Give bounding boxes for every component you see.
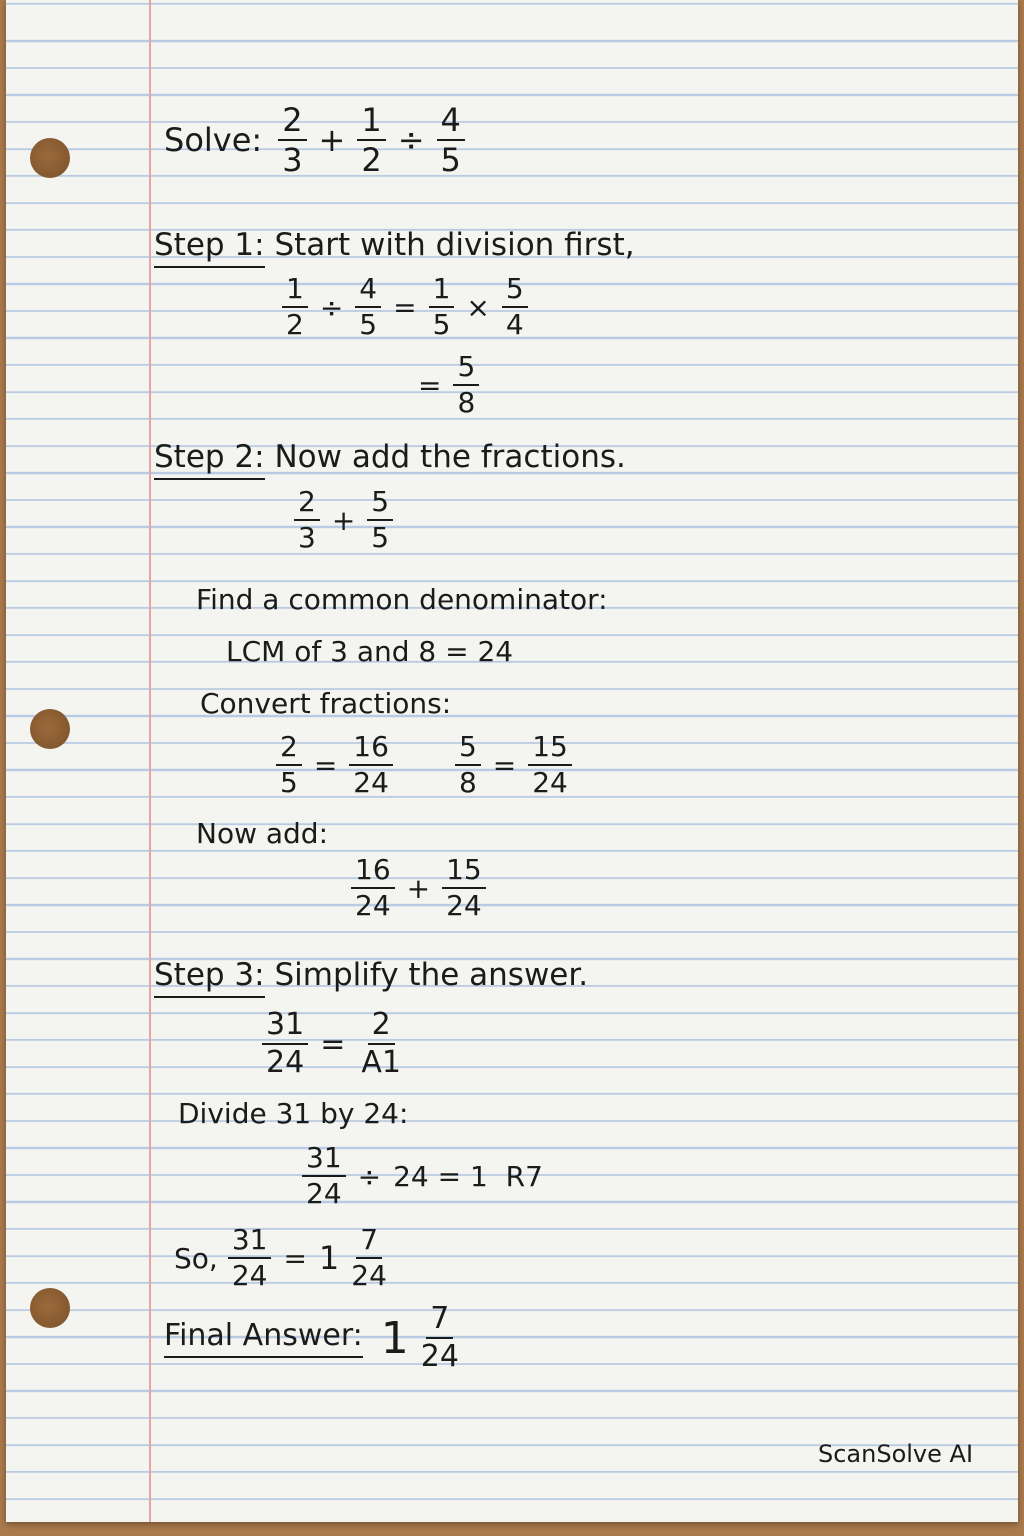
step3-heading: Step 3: <box>154 957 265 998</box>
fraction: $\frac{15}{24}$ <box>528 733 572 797</box>
convert-line: $\frac{2}{5}$ = $\frac{16}{24}$ $\frac{5}{8}$ = $\frac{15}{24}$ <box>276 733 572 797</box>
final-answer-label: Final Answer: <box>164 1318 363 1358</box>
fraction: $\frac{5}{8}$ <box>455 733 481 797</box>
fraction: $\frac{1}{5}$ <box>429 275 455 339</box>
divide-label: Divide 31 by 24: <box>178 1097 409 1130</box>
final-answer-whole: 1 <box>380 1312 409 1364</box>
fraction: $\frac{4}{5}$ <box>437 104 465 176</box>
fraction: $\frac{31}{24}$ <box>262 1010 308 1078</box>
fraction: $\frac{2}{A1}$ <box>361 1007 401 1080</box>
fraction: $\frac{4}{5}$ <box>355 275 381 339</box>
notebook-paper <box>6 0 1018 1522</box>
fraction: $\frac{1}{2}$ <box>357 104 385 176</box>
problem-line: Solve: $\frac{2}{3}$ + $\frac{1}{2}$ ÷ $\frac{4}{5}$ <box>164 104 465 176</box>
so-line: So, $\frac{31}{24}$ = 1 $\frac{7}{24}$ <box>174 1226 391 1290</box>
division-line: $\frac{31}{24}$ ÷ 24 = 1 R7 <box>302 1144 543 1208</box>
punch-hole-top <box>30 138 70 178</box>
margin-line <box>149 0 151 1522</box>
step2-heading: Step 2: <box>154 439 265 480</box>
final-answer-line <box>164 1301 463 1374</box>
step1-heading: Step 1: <box>154 227 265 268</box>
step2-line <box>154 439 626 475</box>
now-add-label: Now add: <box>196 817 329 850</box>
step1-text: Start with division first, <box>274 227 635 263</box>
fraction: $\frac{5}{8}$ <box>453 353 479 417</box>
problem-label: Solve: <box>164 121 263 159</box>
brand-watermark: ScanSolve AI <box>818 1440 974 1468</box>
step3-line <box>154 957 589 993</box>
step1-line <box>154 227 635 263</box>
fraction: $\frac{7}{24}$ <box>351 1223 387 1292</box>
fraction: $\frac{5}{5}$ <box>367 488 393 552</box>
step3-text: Simplify the answer. <box>274 957 589 993</box>
step1-result: = $\frac{5}{8}$ <box>406 353 479 417</box>
simplify-line: $\frac{31}{24}$ = $\frac{2}{A1}$ <box>262 1010 405 1078</box>
fraction: $\frac{16}{24}$ <box>349 733 393 797</box>
fraction: $\frac{1}{2}$ <box>282 275 308 339</box>
punch-hole-middle <box>30 709 70 749</box>
step2-text: Now add the fractions. <box>274 439 626 475</box>
punch-hole-bottom <box>30 1288 70 1328</box>
convert-label: Convert fractions: <box>200 687 452 720</box>
fraction: $\frac{2}{5}$ <box>276 733 302 797</box>
fraction: $\frac{5}{4}$ <box>502 275 528 339</box>
step2-expression: $\frac{2}{3}$ + $\frac{5}{5}$ <box>294 488 393 552</box>
common-denominator-label: Find a common denominator: <box>196 583 608 616</box>
fraction: $\frac{16}{24}$ <box>351 856 395 920</box>
add-line: $\frac{16}{24}$ + $\frac{15}{24}$ <box>351 856 486 920</box>
step1-equation: $\frac{1}{2}$ ÷ $\frac{4}{5}$ = $\frac{1}{5}$ × $\frac{5}{4}$ <box>282 275 528 339</box>
lcm-line: LCM of 3 and 8 = 24 <box>226 635 514 668</box>
fraction: $\frac{2}{3}$ <box>294 488 320 552</box>
fraction: $\frac{15}{24}$ <box>442 856 486 920</box>
fraction: $\frac{2}{3}$ <box>278 104 306 176</box>
fraction: $\frac{31}{24}$ <box>302 1144 346 1208</box>
fraction: $\frac{31}{24}$ <box>228 1226 272 1290</box>
final-answer-fraction: $\frac{7}{24}$ <box>420 1301 459 1374</box>
